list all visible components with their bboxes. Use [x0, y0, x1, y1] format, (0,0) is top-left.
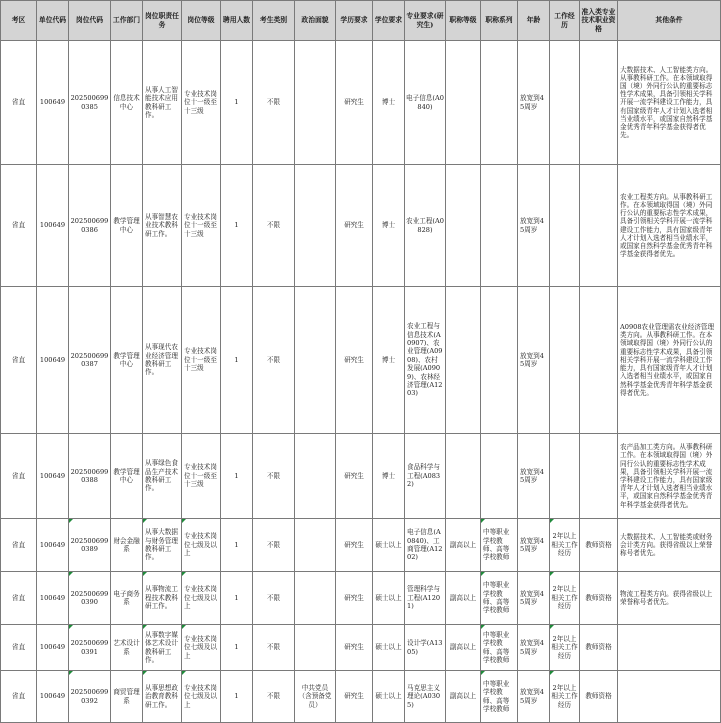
cell-major: 马克思主义理论(A0305): [405, 671, 446, 723]
cell-title-level: [446, 165, 481, 287]
cell-candidate-type: 不限: [253, 519, 295, 572]
cell-age: 放宽到45周岁: [518, 165, 550, 287]
header-unit-code: 单位代码: [37, 1, 69, 41]
cell-post-code: 2025006990389: [69, 519, 111, 572]
cell-duties: 从事人工智能技术应用教科研工作。: [143, 41, 182, 165]
cell-level: 专业技术岗位十一级至十三级: [182, 287, 221, 434]
cell-hire-count: 1: [221, 434, 253, 519]
cell-candidate-type: 不限: [253, 287, 295, 434]
cell-hire-count: 1: [221, 165, 253, 287]
cell-candidate-type: 不限: [253, 41, 295, 165]
cell-political: [295, 572, 336, 625]
cell-candidate-type: 不限: [253, 572, 295, 625]
cell-exam-area: 省直: [1, 287, 37, 434]
cell-cert: [580, 165, 618, 287]
header-other: 其他条件: [618, 1, 721, 41]
cell-cert: [580, 434, 618, 519]
cell-experience: 2年以上相关工作经历: [550, 572, 580, 625]
table-row: [1, 287, 721, 434]
cell-duties: 从事现代农业经济管理教科研工作。: [143, 287, 182, 434]
cell-other: 农业工程类方向。从事教科研工作。在本领域取得国（境）外同行公认的重要标志性学术成果，具备引领相关学科开展一流学科建设工作能力，具有国家级青年人才计划入选者相当业绩水平，或国家自然科学基金优秀青年科学基金获得者优先。: [618, 165, 721, 287]
cell-title-series: 中等职业学校教师、高等学校教师: [481, 572, 518, 625]
cell-title-level: [446, 434, 481, 519]
cell-education: 研究生: [336, 287, 373, 434]
cell-level: 专业技术岗位十一级至十三级: [182, 434, 221, 519]
cell-hire-count: 1: [221, 671, 253, 723]
cell-cert: 教师资格: [580, 625, 618, 671]
cell-title-series: 中等职业学校教师、高等学校教师: [481, 625, 518, 671]
cell-duties: 从事思想政治教育教科研工作。: [143, 671, 182, 723]
cell-age: 放宽到45周岁: [518, 41, 550, 165]
cell-political: [295, 41, 336, 165]
cell-education: 研究生: [336, 41, 373, 165]
cell-title-level: [446, 41, 481, 165]
cell-degree: 博士: [373, 287, 405, 434]
header-age: 年龄: [518, 1, 550, 41]
cell-education: 研究生: [336, 572, 373, 625]
cell-degree: 博士: [373, 434, 405, 519]
cell-degree: 硕士以上: [373, 671, 405, 723]
cell-education: 研究生: [336, 165, 373, 287]
cell-degree: 博士: [373, 165, 405, 287]
header-political: 政治面貌: [295, 1, 336, 41]
header-candidate-type: 考生类别: [253, 1, 295, 41]
cell-other: 物流工程类方向。获得省级以上荣誉称号者优先。: [618, 572, 721, 625]
cell-exam-area: 省直: [1, 572, 37, 625]
cell-hire-count: 1: [221, 41, 253, 165]
cell-title-level: 副高以上: [446, 572, 481, 625]
cell-education: 研究生: [336, 671, 373, 723]
cell-title-series: [481, 287, 518, 434]
cell-duties: 从事绿色食品生产技术教科研工作。: [143, 434, 182, 519]
header-department: 工作部门: [111, 1, 143, 41]
header-experience: 工作经历: [550, 1, 580, 41]
cell-age: 放宽到45周岁: [518, 434, 550, 519]
cell-hire-count: 1: [221, 287, 253, 434]
cell-exam-area: 省直: [1, 671, 37, 723]
cell-title-series: 中等职业学校教师、高等学校教师: [481, 519, 518, 572]
cell-title-level: [446, 287, 481, 434]
cell-age: 放宽到45周岁: [518, 287, 550, 434]
cell-unit-code: 100649: [37, 625, 69, 671]
cell-duties: 从事物流工程技术教科研工作。: [143, 572, 182, 625]
cell-political: [295, 165, 336, 287]
cell-level: 专业技术岗位七级及以上: [182, 572, 221, 625]
cell-cert: 教师资格: [580, 671, 618, 723]
cell-major: 农业工程(A0828): [405, 165, 446, 287]
cell-department: 信息技术中心: [111, 41, 143, 165]
cell-experience: [550, 287, 580, 434]
cell-department: 教学管理中心: [111, 287, 143, 434]
header-level: 岗位等级: [182, 1, 221, 41]
cell-major: 管理科学与工程(A1201): [405, 572, 446, 625]
cell-political: [295, 287, 336, 434]
cell-level: 专业技术岗位七级及以上: [182, 671, 221, 723]
cell-political: 中共党员（含预备党员）: [295, 671, 336, 723]
cell-duties: 从事数字媒体艺术设计教科研工作。: [143, 625, 182, 671]
cell-major: 农业工程与信息技术(A0907)、农业管理(A0908)、农村发展(A0909)、农林经济管理(A1203): [405, 287, 446, 434]
cell-unit-code: 100649: [37, 671, 69, 723]
cell-title-series: 中等职业学校教师、高等学校教师: [481, 671, 518, 723]
cell-department: 艺术设计系: [111, 625, 143, 671]
header-hire-count: 聘用人数: [221, 1, 253, 41]
header-exam-area: 考区: [1, 1, 37, 41]
cell-unit-code: 100649: [37, 519, 69, 572]
cell-unit-code: 100649: [37, 41, 69, 165]
cell-department: 教学管理中心: [111, 434, 143, 519]
cell-post-code: 2025006990386: [69, 165, 111, 287]
header-title-level: 职称等级: [446, 1, 481, 41]
cell-age: 放宽到45周岁: [518, 572, 550, 625]
cell-experience: 2年以上相关工作经历: [550, 625, 580, 671]
header-duties: 岗位职责任务: [143, 1, 182, 41]
cell-political: [295, 519, 336, 572]
cell-other: 大数据技术、人工智能类方向。从事教科研工作。在本领域取得国（境）外同行公认的重要标志性学术成果，具备引领相关学科开展一流学科建设工作能力，具有国家级青年人才计划入选者相当业绩水平，或国家自然科学基金优秀青年科学基金获得者优先。: [618, 41, 721, 165]
header-cert: 准入类专业技术职业资格: [580, 1, 618, 41]
cell-level: 专业技术岗位十一级至十三级: [182, 165, 221, 287]
cell-experience: 2年以上相关工作经历: [550, 671, 580, 723]
cell-experience: 2年以上相关工作经历: [550, 519, 580, 572]
table-row: [1, 519, 721, 572]
cell-cert: [580, 287, 618, 434]
cell-title-series: [481, 41, 518, 165]
cell-other: 大数据技术、人工智能类或财务会计类方向。获得省级以上荣誉称号者优先。: [618, 519, 721, 572]
cell-degree: 硕士以上: [373, 519, 405, 572]
cell-major: 电子信息(A0840)、工商管理(A1202): [405, 519, 446, 572]
cell-political: [295, 625, 336, 671]
cell-education: 研究生: [336, 625, 373, 671]
cell-cert: [580, 41, 618, 165]
cell-exam-area: 省直: [1, 434, 37, 519]
header-title-series: 职称系列: [481, 1, 518, 41]
cell-exam-area: 省直: [1, 165, 37, 287]
cell-degree: 硕士以上: [373, 625, 405, 671]
cell-cert: 教师资格: [580, 519, 618, 572]
cell-post-code: 2025006990390: [69, 572, 111, 625]
table-row: [1, 625, 721, 671]
cell-post-code: 2025006990387: [69, 287, 111, 434]
header-post-code: 岗位代码: [69, 1, 111, 41]
cell-title-level: 副高以上: [446, 625, 481, 671]
header-education: 学历要求: [336, 1, 373, 41]
cell-duties: 从事智慧农业技术教科研工作。: [143, 165, 182, 287]
cell-exam-area: 省直: [1, 41, 37, 165]
table-row: [1, 41, 721, 165]
cell-title-level: 副高以上: [446, 671, 481, 723]
cell-experience: [550, 165, 580, 287]
cell-department: 电子商务系: [111, 572, 143, 625]
cell-duties: 从事大数据与财务管理教科研工作。: [143, 519, 182, 572]
cell-other: 农产品加工类方向。从事教科研工作。在本领域取得国（境）外同行公认的重要标志性学术成果，具备引领相关学科开展一流学科建设工作能力，具有国家级青年人才计划入选者相当业绩水平，或国家自然科学基金优秀青年科学基金获得者优先。: [618, 434, 721, 519]
cell-education: 研究生: [336, 434, 373, 519]
cell-hire-count: 1: [221, 625, 253, 671]
cell-degree: 硕士以上: [373, 572, 405, 625]
cell-age: 放宽到45周岁: [518, 671, 550, 723]
table-row: [1, 671, 721, 723]
cell-political: [295, 434, 336, 519]
cell-exam-area: 省直: [1, 519, 37, 572]
cell-level: 专业技术岗位七级及以上: [182, 519, 221, 572]
cell-candidate-type: 不限: [253, 165, 295, 287]
cell-unit-code: 100649: [37, 434, 69, 519]
header-major: 专业要求(研究生): [405, 1, 446, 41]
cell-major: 设计学(A1305): [405, 625, 446, 671]
table-row: [1, 165, 721, 287]
cell-degree: 博士: [373, 41, 405, 165]
cell-experience: [550, 434, 580, 519]
cell-cert: 教师资格: [580, 572, 618, 625]
cell-unit-code: 100649: [37, 165, 69, 287]
cell-major: 电子信息(A0840): [405, 41, 446, 165]
cell-department: 商贸管理系: [111, 671, 143, 723]
cell-other: [618, 671, 721, 723]
cell-hire-count: 1: [221, 572, 253, 625]
cell-other: A0908农业管理需农业经济管理类方向。从事教科研工作。在本领域取得国（境）外同行公认的重要标志性学术成果，具备引领相关学科开展一流学科建设工作能力，具有国家级青年人才计划入选者相当业绩水平，或国家自然科学基金优秀青年科学基金获得者优先。: [618, 287, 721, 434]
table-row: [1, 434, 721, 519]
cell-title-series: [481, 434, 518, 519]
cell-age: 放宽到45周岁: [518, 519, 550, 572]
cell-department: 教学管理中心: [111, 165, 143, 287]
cell-candidate-type: 不限: [253, 625, 295, 671]
cell-department: 财会金融系: [111, 519, 143, 572]
cell-candidate-type: 不限: [253, 434, 295, 519]
cell-post-code: 2025006990391: [69, 625, 111, 671]
cell-hire-count: 1: [221, 519, 253, 572]
header-degree: 学位要求: [373, 1, 405, 41]
cell-unit-code: 100649: [37, 572, 69, 625]
table-row: [1, 572, 721, 625]
cell-title-level: 副高以上: [446, 519, 481, 572]
table-header-row: [1, 1, 721, 41]
cell-other: [618, 625, 721, 671]
cell-level: 专业技术岗位十一级至十三级: [182, 41, 221, 165]
cell-education: 研究生: [336, 519, 373, 572]
cell-post-code: 2025006990388: [69, 434, 111, 519]
cell-post-code: 2025006990385: [69, 41, 111, 165]
cell-unit-code: 100649: [37, 287, 69, 434]
cell-experience: [550, 41, 580, 165]
cell-exam-area: 省直: [1, 625, 37, 671]
cell-candidate-type: 不限: [253, 671, 295, 723]
cell-level: 专业技术岗位七级及以上: [182, 625, 221, 671]
cell-major: 食品科学与工程(A0832): [405, 434, 446, 519]
cell-post-code: 2025006990392: [69, 671, 111, 723]
cell-title-series: [481, 165, 518, 287]
cell-age: 放宽到45周岁: [518, 625, 550, 671]
